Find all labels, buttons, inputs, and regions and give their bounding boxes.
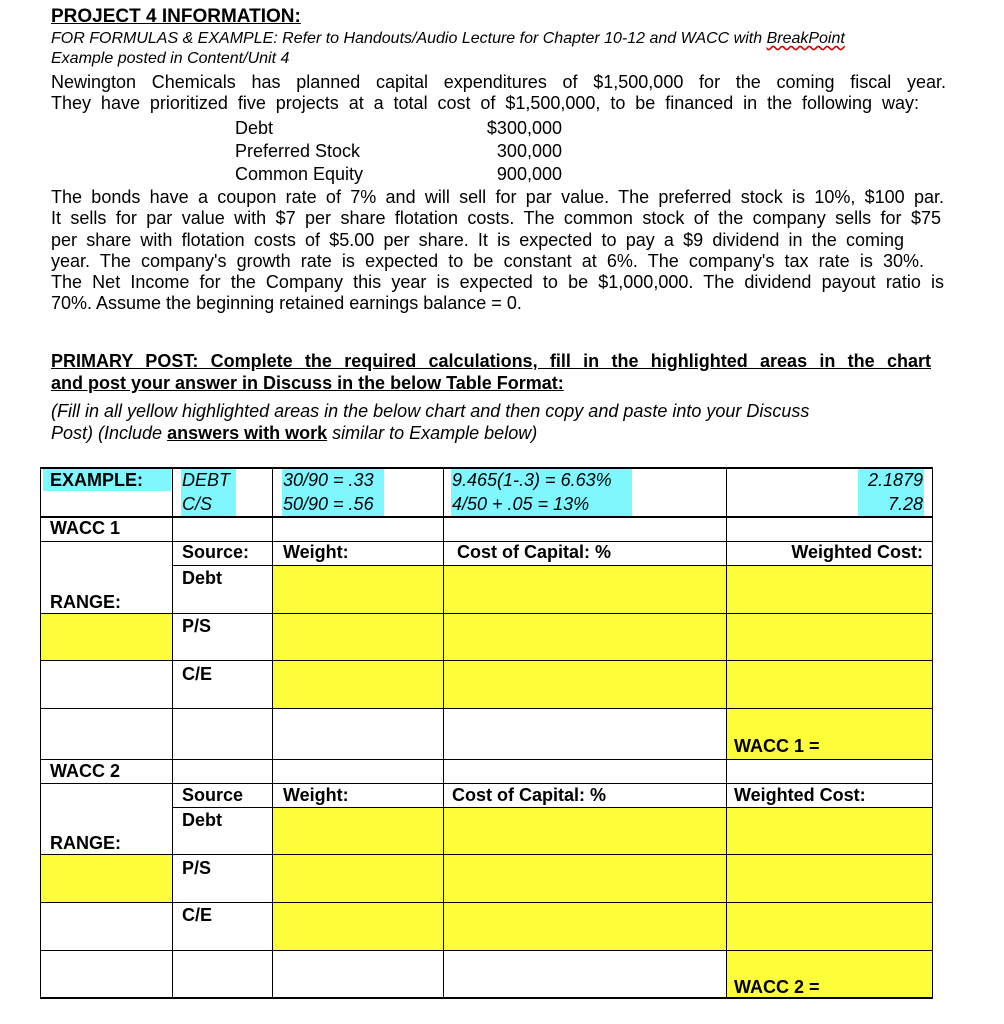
grid-line (40, 708, 933, 709)
wacc1-source-header: Source: (182, 542, 250, 562)
answers-with-work: answers with work (167, 423, 328, 443)
details-line-4: year. The company's growth rate is expected to be constant at 6%. The company's tax rate is 30%. (51, 250, 924, 271)
wacc1-ps-cost[interactable] (443, 613, 726, 660)
details-line-6: 70%. Assume the beginning retained earnings balance = 0. (51, 293, 522, 314)
example-label: EXAMPLE: (50, 470, 144, 490)
wacc2-equals-label: WACC 2 = (734, 977, 820, 997)
grid-line (40, 613, 933, 614)
wacc1-ps-weighted[interactable] (726, 613, 932, 660)
financing-label-common: Common Equity (235, 164, 364, 184)
wacc1-debt-weight[interactable] (272, 566, 443, 613)
details-line-1: The bonds have a coupon rate of 7% and will sell for par value. The preferred stock is 10%, $100 par. (51, 187, 944, 207)
primary-line-2: and post your answer in Discuss in the below Table Format: (51, 373, 564, 393)
page-title: PROJECT 4 INFORMATION: (51, 6, 301, 27)
grid-line (40, 902, 933, 903)
formula-note-text: FOR FORMULAS & EXAMPLE: Refer to Handouts/Audio Lecture for Chapter 10-12 and WACC with (51, 30, 767, 47)
wacc2-ce-label: C/E (182, 905, 213, 925)
instructions-line-2a: Post) (Include (51, 423, 168, 443)
wacc1-weighted-header: Weighted Cost: (791, 542, 923, 562)
wacc1-ps-label: P/S (182, 616, 212, 636)
example-cost-cs: 4/50 + .05 = 13% (452, 494, 590, 514)
wacc1-label: WACC 1 (50, 518, 121, 538)
wacc1-ce-weighted[interactable] (726, 660, 932, 708)
primary-line-1: PRIMARY POST: Complete the required calculations, fill in the highlighted areas in the chart (51, 351, 931, 371)
grid-line (172, 807, 933, 808)
wacc2-range-label: RANGE: (50, 833, 121, 853)
wacc2-debt-weight[interactable] (272, 808, 443, 854)
example-weight-debt: 30/90 = .33 (283, 470, 374, 490)
wacc1-equals-label: WACC 1 = (734, 736, 820, 756)
grid-line (172, 467, 173, 999)
financing-amount-common: 900,000 (496, 164, 562, 184)
wacc1-ps-weight[interactable] (272, 613, 443, 660)
wacc1-cost-header: Cost of Capital: % (457, 542, 612, 562)
example-weighted-debt: 2.1879 (867, 470, 923, 490)
grid-line (172, 565, 933, 566)
wacc2-ce-weighted[interactable] (726, 902, 932, 950)
grid-line (40, 660, 933, 661)
wacc1-weight-header: Weight: (283, 542, 349, 562)
grid-line (40, 854, 933, 855)
wacc1-range-label: RANGE: (50, 592, 121, 612)
wacc2-weight-header: Weight: (283, 785, 349, 805)
wacc2-debt-weighted[interactable] (726, 808, 932, 854)
wacc2-source-header: Source (182, 785, 244, 805)
grid-line (40, 467, 41, 999)
wacc2-ce-cost[interactable] (443, 902, 726, 950)
instructions-line-1: (Fill in all yellow highlighted areas in the below chart and then copy and paste into your Discuss (51, 401, 810, 421)
wacc2-ps-weighted[interactable] (726, 854, 932, 902)
grid-line (40, 759, 933, 760)
wacc1-ce-label: C/E (182, 664, 213, 684)
grid-line (40, 783, 933, 784)
wacc2-debt-label: Debt (182, 810, 222, 830)
grid-line (40, 516, 933, 518)
wacc2-label: WACC 2 (50, 761, 121, 781)
example-source-cs: C/S (182, 494, 213, 514)
wacc2-debt-cost[interactable] (443, 808, 726, 854)
financing-amount-debt: $300,000 (486, 118, 562, 138)
wacc1-debt-weighted[interactable] (726, 566, 932, 613)
financing-label-preferred: Preferred Stock (235, 141, 361, 161)
grid-line (40, 950, 933, 951)
grid-line (443, 467, 444, 999)
wacc1-range-input[interactable] (41, 613, 172, 660)
wacc2-ps-cost[interactable] (443, 854, 726, 902)
breakpoint-word: BreakPoint (766, 30, 845, 47)
formula-note-line2: Example posted in Content/Unit 4 (51, 50, 290, 67)
intro-line-1: Newington Chemicals has planned capital expenditures of $1,500,000 for the coming fiscal year. (51, 72, 946, 92)
grid-line (40, 467, 933, 469)
details-line-3: per share with flotation costs of $5.00 per share. It is expected to pay a $9 dividend in the coming (51, 229, 904, 250)
example-cost-debt: 9.465(1-.3) = 6.63% (452, 470, 612, 490)
intro-line-2: They have prioritized five projects at a total cost of $1,500,000, to be financed in the following way: (51, 93, 919, 114)
wacc2-ce-weight[interactable] (272, 902, 443, 950)
wacc1-debt-label: Debt (182, 568, 222, 588)
details-line-5: The Net Income for the Company this year is expected to be $1,000,000. The dividend payout ratio is (51, 272, 944, 293)
example-weight-cs: 50/90 = .56 (283, 494, 374, 514)
details-line-2: It sells for par value with $7 per share flotation costs. The common stock of the company sells for $75 (51, 208, 941, 229)
wacc2-cost-header: Cost of Capital: % (452, 785, 607, 805)
wacc1-ce-cost[interactable] (443, 660, 726, 708)
wacc1-debt-cost[interactable] (443, 566, 726, 613)
wacc2-ps-label: P/S (182, 858, 212, 878)
grid-line (272, 467, 273, 999)
wacc1-ce-weight[interactable] (272, 660, 443, 708)
example-source-debt: DEBT (182, 470, 231, 490)
grid-line (932, 467, 933, 999)
wacc2-ps-weight[interactable] (272, 854, 443, 902)
instructions-line-2c: similar to Example below) (327, 423, 538, 443)
example-weighted-cs: 7.28 (887, 494, 923, 514)
financing-label-debt: Debt (235, 118, 274, 138)
financing-amount-preferred: 300,000 (496, 141, 562, 161)
wacc2-weighted-header: Weighted Cost: (734, 785, 866, 805)
wacc2-range-input[interactable] (41, 854, 172, 902)
